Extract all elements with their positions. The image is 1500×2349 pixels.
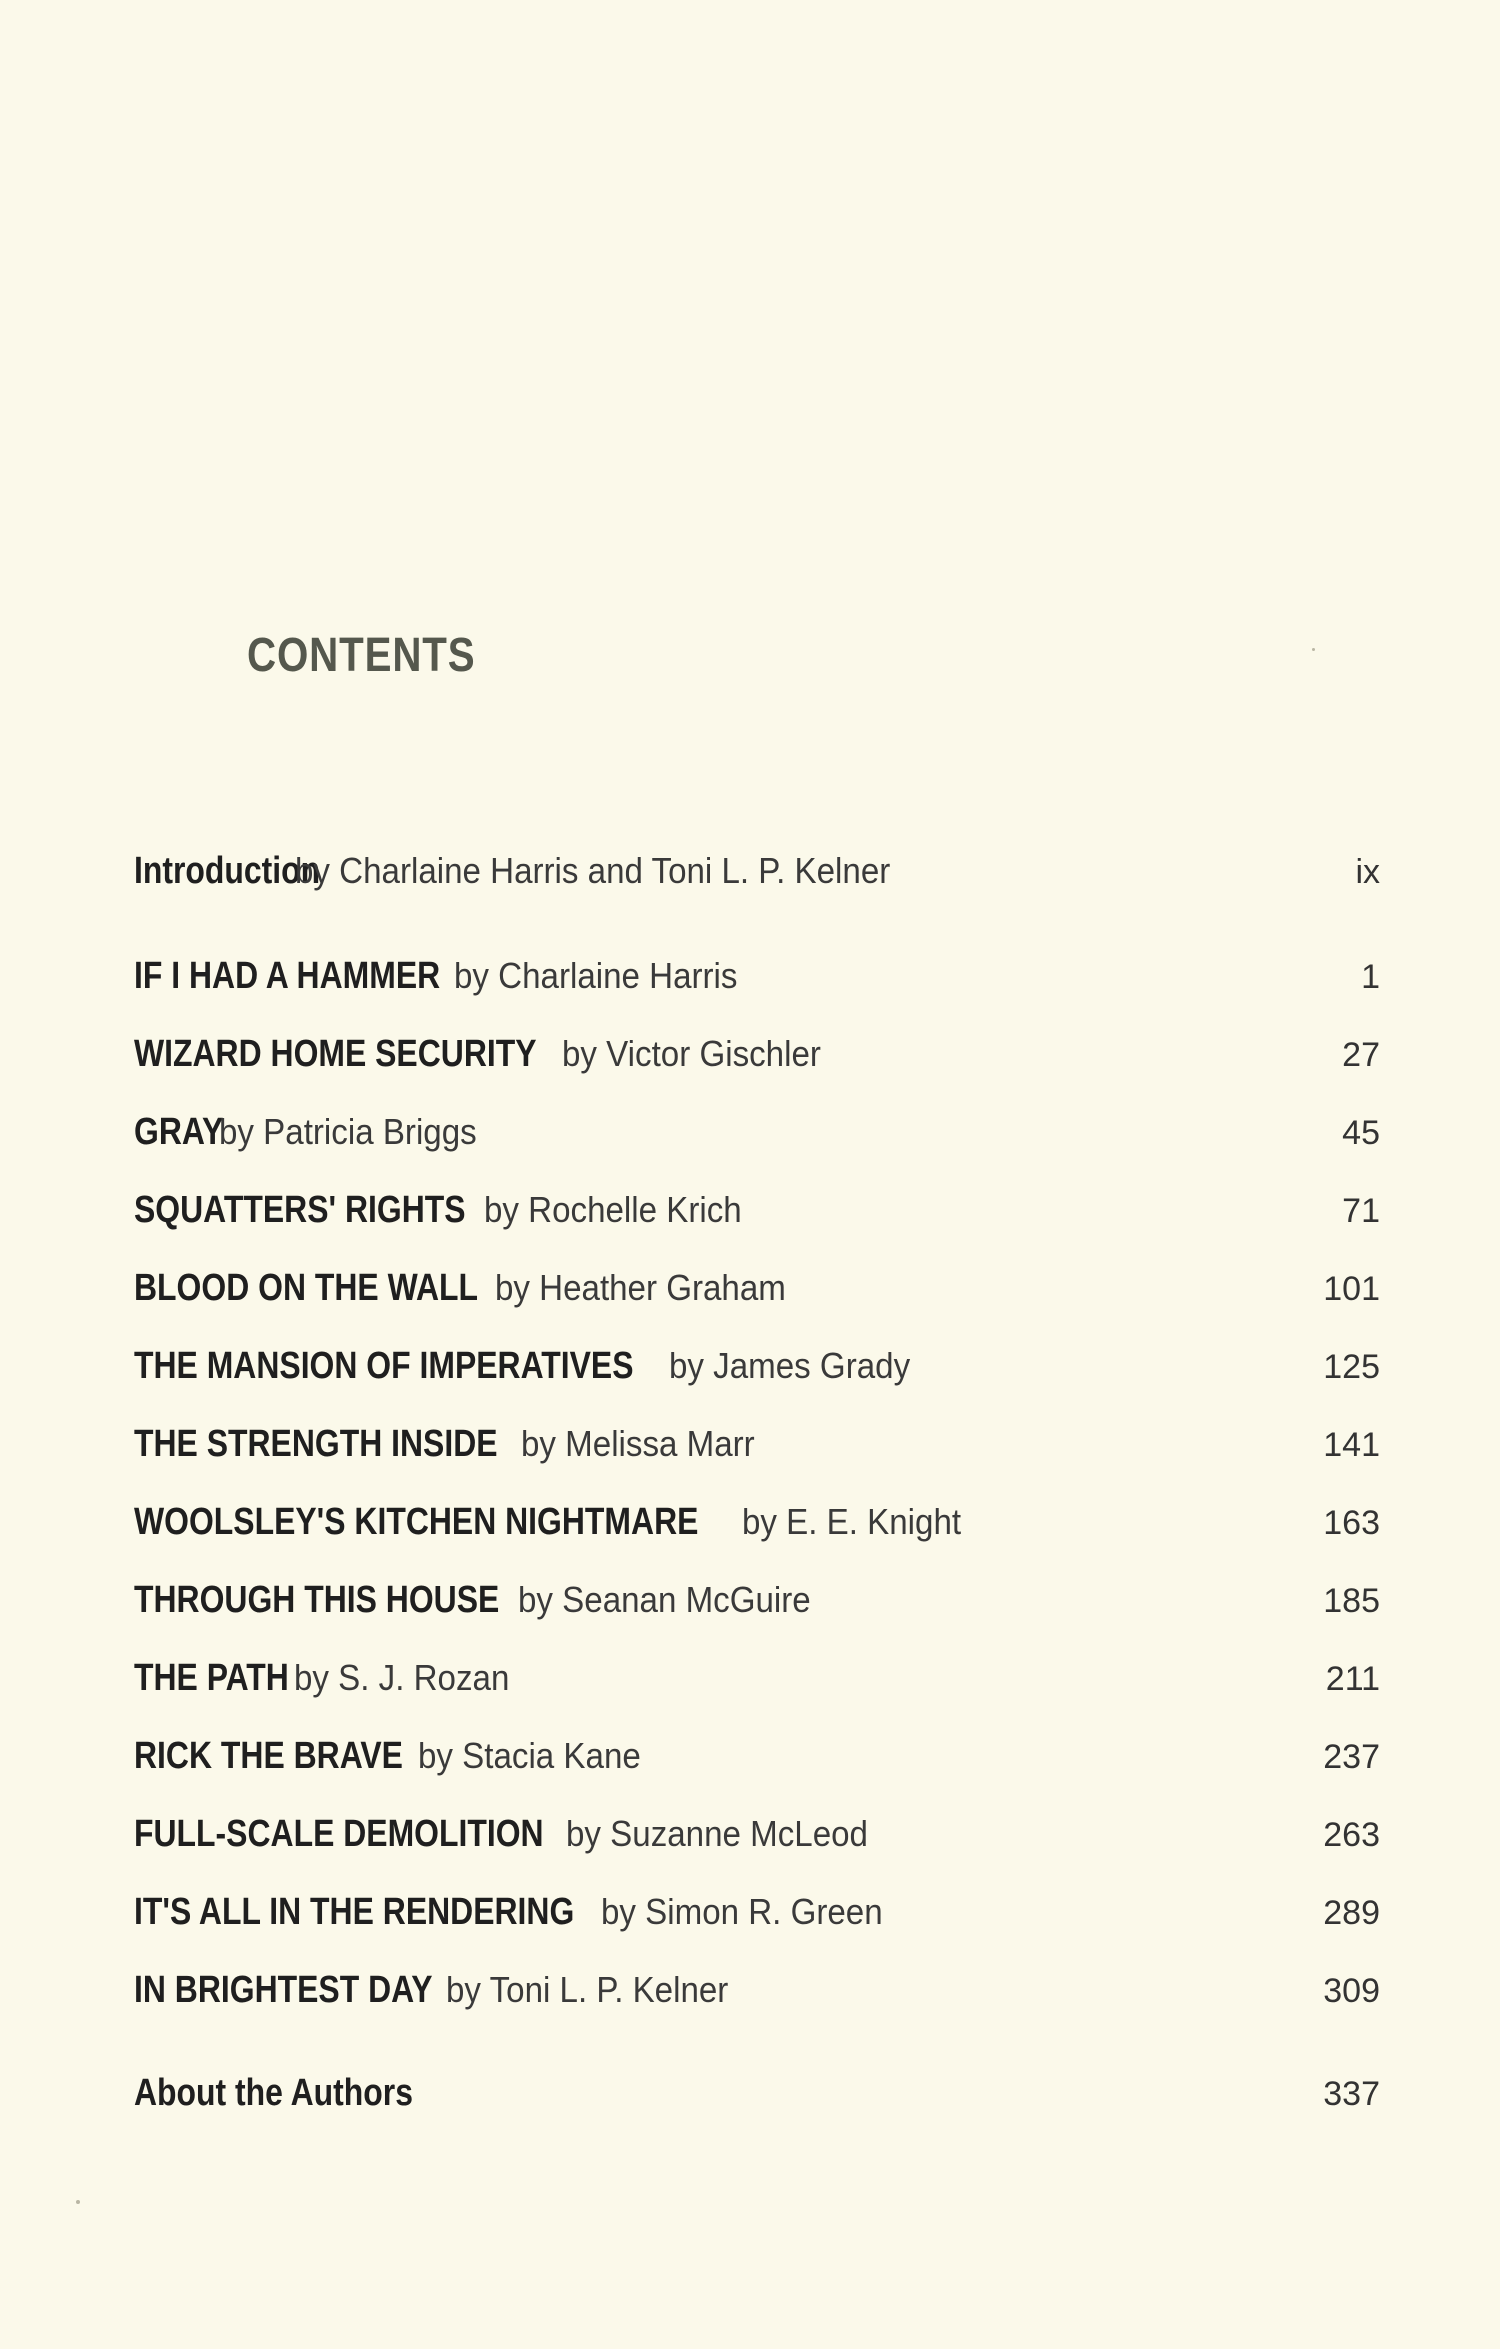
toc-entry-the-mansion-of-imperatives[interactable] [134,1345,1380,1395]
entry-author: by Heather Graham [494,1267,786,1308]
toc-entry-its-all-in-the-rendering[interactable] [134,1891,1380,1941]
paper-speck [1312,648,1315,651]
entry-page-number: 163 [1323,1504,1380,1542]
entry-title: IT'S ALL IN THE RENDERING [134,1891,575,1933]
toc-entry-squatters-rights[interactable] [134,1189,1380,1239]
entry-title: IN BRIGHTEST DAY [134,1969,433,2011]
toc-entry-introduction[interactable] [134,850,1380,900]
entry-page-number: 27 [1342,1036,1380,1074]
entry-title: SQUATTERS' RIGHTS [134,1189,466,1231]
toc-entry-the-strength-inside[interactable] [134,1423,1380,1473]
entry-author: by Simon R. Green [600,1891,883,1932]
paper-speck [76,2200,80,2204]
entry-page-number: 289 [1323,1894,1380,1932]
entry-page-number: ix [1355,853,1380,891]
entry-page-number: 211 [1325,1660,1380,1698]
entry-title: WIZARD HOME SECURITY [134,1033,537,1075]
entry-author: by E. E. Knight [742,1501,962,1542]
entry-title: THE STRENGTH INSIDE [134,1423,498,1465]
entry-page-number: 309 [1323,1972,1380,2010]
entry-author: by S. J. Rozan [294,1657,510,1698]
toc-entry-about-the-authors[interactable] [134,2072,1380,2122]
entry-author: by Charlaine Harris and Toni L. P. Kelner [295,850,891,891]
toc-entry-through-this-house[interactable] [134,1579,1380,1629]
toc-entry-in-brightest-day[interactable] [134,1969,1380,2019]
entry-page-number: 237 [1323,1738,1380,1776]
entry-page-number: 125 [1323,1348,1380,1386]
entry-page-number: 185 [1323,1582,1380,1620]
entry-title: THROUGH THIS HOUSE [134,1579,500,1621]
entry-author: by Rochelle Krich [483,1189,742,1230]
page-title: CONTENTS [247,629,476,682]
entry-page-number: 141 [1323,1426,1380,1464]
entry-author: by Victor Gischler [561,1033,821,1074]
toc-entry-full-scale-demolition[interactable] [134,1813,1380,1863]
entry-page-number: 263 [1323,1816,1380,1854]
entry-author: by Charlaine Harris [453,955,738,996]
toc-entry-blood-on-the-wall[interactable] [134,1267,1380,1317]
entry-page-number: 1 [1361,958,1380,996]
toc-entry-woolsleys-kitchen-nightmare[interactable] [134,1501,1380,1551]
toc-entry-if-i-had-a-hammer[interactable] [134,955,1380,1005]
entry-title: GRAY [134,1111,224,1153]
entry-author: by Patricia Briggs [218,1111,477,1152]
entry-author: by Toni L. P. Kelner [445,1969,728,2010]
entry-title: THE MANSION OF IMPERATIVES [134,1345,634,1387]
entry-title: THE PATH [134,1657,289,1699]
entry-title: FULL-SCALE DEMOLITION [134,1813,544,1855]
entry-author: by Seanan McGuire [517,1579,811,1620]
entry-title: RICK THE BRAVE [134,1735,403,1777]
toc-entry-wizard-home-security[interactable] [134,1033,1380,1083]
toc-entry-gray[interactable] [134,1111,1380,1161]
entry-title: About the Authors [134,2072,413,2114]
entry-page-number: 337 [1323,2075,1380,2113]
entry-author: by Suzanne McLeod [565,1813,868,1854]
entry-title: Introduction [134,850,321,892]
entry-author: by Melissa Marr [521,1423,755,1464]
entry-page-number: 45 [1342,1114,1380,1152]
toc-entry-the-path[interactable] [134,1657,1380,1707]
entry-author: by Stacia Kane [418,1735,642,1776]
entry-author: by James Grady [669,1345,911,1386]
entry-title: BLOOD ON THE WALL [134,1267,479,1309]
toc-entry-rick-the-brave[interactable] [134,1735,1380,1785]
entry-title: WOOLSLEY'S KITCHEN NIGHTMARE [134,1501,699,1543]
entry-page-number: 71 [1342,1192,1380,1230]
entry-title: IF I HAD A HAMMER [134,955,441,997]
entry-page-number: 101 [1323,1270,1380,1308]
